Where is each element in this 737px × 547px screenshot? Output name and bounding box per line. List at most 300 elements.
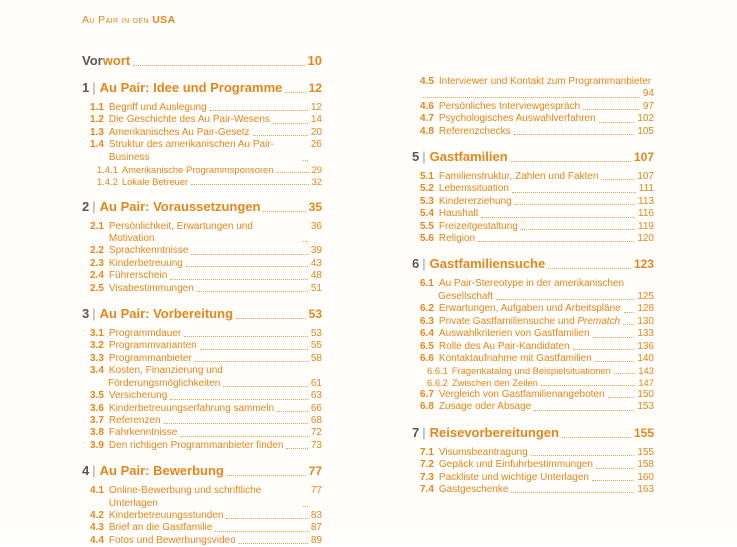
- entry-number: 3.7: [90, 414, 104, 426]
- entry-title-text: Auswahlkriterien von Gastfamilien: [438, 328, 590, 340]
- toc-section-entry: [412, 472, 654, 484]
- toc-entry-line-2: [420, 88, 654, 100]
- toc-subsection-entry: [412, 377, 654, 389]
- page-number: 140: [637, 352, 654, 364]
- toc-section-entry: [82, 221, 322, 246]
- running-header: [82, 14, 322, 26]
- toc-entry-line: [420, 389, 654, 401]
- toc-entry-line: [90, 283, 322, 295]
- entry-title: [439, 353, 592, 365]
- toc-entry-line: [420, 341, 654, 353]
- entry-title: [109, 415, 161, 427]
- entry-title-text: Referenzen: [108, 414, 161, 426]
- entry-number: 3.2: [90, 340, 104, 352]
- toc-section-entry: [412, 76, 654, 101]
- running-header-title: Au Pair in den: [82, 14, 153, 26]
- dot-leader: [599, 122, 635, 123]
- page-number: 48: [310, 270, 322, 282]
- entry-title: [109, 353, 192, 365]
- dot-leader: [170, 279, 308, 280]
- entry-title-text: Programmdauer: [108, 328, 182, 340]
- entry-number: 5.5: [420, 220, 434, 232]
- dot-leader: [253, 135, 308, 136]
- dot-leader: [511, 492, 634, 493]
- toc-entry-line: [90, 390, 322, 402]
- toc-chapter-entry: [412, 425, 654, 441]
- page-number: 147: [638, 377, 654, 389]
- dot-leader: [186, 266, 308, 267]
- entry-number: 1.2: [90, 114, 104, 126]
- toc-entry-line: [420, 101, 654, 113]
- page-number: 97: [642, 100, 654, 112]
- toc-chapter-entry: [82, 80, 322, 96]
- dot-leader: [531, 455, 635, 456]
- chapter-number: 1: [82, 80, 90, 95]
- running-header-title-bold: USA: [152, 14, 176, 26]
- dot-leader: [215, 531, 308, 532]
- toc-section-entry: [82, 102, 322, 114]
- toc-section-entry: [82, 510, 322, 522]
- entry-title: [439, 113, 596, 125]
- page-number: 35: [308, 199, 322, 214]
- dot-leader: [277, 411, 308, 412]
- page-number: 123: [633, 257, 654, 272]
- dot-leader: [286, 448, 307, 449]
- dot-leader: [481, 217, 635, 218]
- dot-leader: [593, 337, 635, 338]
- dot-leader: [239, 543, 308, 544]
- dot-leader: [195, 361, 308, 362]
- chapter-title: Gastfamilien: [429, 149, 508, 165]
- page-number: 130: [637, 315, 654, 327]
- toc-entry-line: [97, 164, 322, 176]
- dot-leader: [170, 399, 308, 400]
- entry-title: [109, 522, 212, 534]
- toc-entry-line: [420, 459, 654, 471]
- page-number: 113: [638, 195, 654, 207]
- entry-number: 7.1: [420, 446, 434, 458]
- entry-number: 7.3: [420, 471, 434, 483]
- toc-chapter-entry: [82, 463, 322, 479]
- entry-number: 6.2: [420, 303, 434, 315]
- page-number: 26: [310, 139, 322, 151]
- toc-section-entry: [82, 427, 322, 439]
- page-number: 36: [310, 220, 322, 232]
- entry-number: 1.1: [90, 102, 104, 113]
- toc-section-entry: [82, 127, 322, 139]
- entry-title: [109, 127, 250, 139]
- dot-leader: [197, 291, 308, 292]
- entry-number: 5.1: [420, 171, 434, 183]
- toc-entry-line: [90, 328, 322, 340]
- entry-number: 2.2: [90, 245, 104, 257]
- entry-title: [439, 401, 531, 413]
- page-number: 53: [308, 307, 322, 322]
- page-number: 39: [310, 245, 322, 257]
- toc-entry-line-2: [420, 291, 654, 303]
- entry-number: 6.5: [420, 340, 434, 352]
- page-number: 83: [310, 509, 322, 521]
- entry-number: 6.6: [420, 352, 434, 364]
- chapter-separator: |: [92, 463, 96, 479]
- entry-title-text: Zwischen den Zeilen: [451, 377, 538, 389]
- dot-leader: [583, 109, 640, 110]
- page-number: 107: [633, 150, 654, 165]
- chapter-separator: |: [92, 306, 96, 322]
- toc-entry-line: [420, 183, 654, 195]
- page-number: 155: [633, 425, 654, 440]
- entry-title: [439, 183, 509, 195]
- entry-number: 6.7: [420, 388, 434, 400]
- entry-number: 2.1: [90, 220, 104, 232]
- entry-title-text: Führerschein: [108, 270, 168, 282]
- entry-title: [122, 164, 274, 176]
- toc-section-entry: [412, 316, 654, 328]
- toc-entry-line: [82, 199, 322, 215]
- entry-title-text: Interviewer und Kontakt zum Programmanbieter: [438, 76, 652, 87]
- chapter-number: 6: [412, 256, 420, 272]
- entry-title-text: Persönliches Interviewgespräch: [438, 100, 581, 112]
- entry-title: [109, 440, 284, 452]
- toc-section-entry: [412, 341, 654, 353]
- entry-title-text: Kinderbetreuungserfahrung sammeln: [108, 402, 275, 414]
- entry-title: [439, 472, 589, 484]
- dot-leader: [303, 241, 308, 242]
- entry-title: [439, 303, 621, 315]
- entry-title-text: Programmvarianten: [108, 340, 197, 352]
- entry-number: 1.4.1: [97, 164, 118, 176]
- entry-number: 1.3: [90, 126, 104, 138]
- page-number: 87: [310, 522, 322, 534]
- entry-number: 5.3: [420, 195, 434, 207]
- toc-section-entry: [412, 113, 654, 125]
- toc-section-entry: [412, 459, 654, 471]
- entry-title: [439, 76, 651, 88]
- chapter-separator: |: [422, 424, 426, 440]
- toc-section-entry: [82, 440, 322, 452]
- entry-title-text: Die Geschichte des Au Pair-Wesens: [108, 114, 270, 126]
- entry-title: [439, 459, 593, 471]
- toc-section-entry: [82, 328, 322, 340]
- entry-number: 4.7: [420, 113, 434, 125]
- toc-section-entry: [82, 340, 322, 352]
- chapter-title: Au Pair: Idee und Programme: [99, 80, 283, 95]
- toc-entry-line: [420, 484, 654, 496]
- chapter-separator: |: [92, 80, 96, 95]
- entry-number: 2.3: [90, 257, 104, 269]
- entry-title: [109, 139, 300, 164]
- dot-leader: [573, 349, 635, 350]
- toc-section-entry: [412, 208, 654, 220]
- toc-section-entry: [412, 447, 654, 459]
- toc-chapter-entry: [82, 306, 322, 322]
- toc-section-entry: [82, 270, 322, 282]
- entry-number: 4.3: [90, 522, 104, 534]
- toc-left-page-column: [82, 14, 322, 547]
- toc-entry-line: [420, 278, 654, 290]
- page-number: 66: [310, 402, 322, 414]
- dot-leader: [534, 410, 634, 411]
- page-number: 73: [310, 439, 322, 451]
- entry-title-text: Visumsbeantragung: [438, 446, 528, 458]
- entry-number: 4.5: [420, 76, 434, 87]
- page-number: 94: [642, 88, 654, 100]
- dot-leader: [223, 386, 308, 387]
- page-number: 136: [637, 340, 654, 352]
- entry-title: [439, 196, 512, 208]
- chapter-title: Gastfamiliensuche: [429, 256, 546, 272]
- entry-title: [122, 176, 188, 188]
- page-number: 53: [310, 328, 322, 340]
- toc-entry-line: [420, 126, 654, 138]
- dot-leader: [548, 268, 631, 269]
- entry-title: [109, 510, 224, 522]
- entry-title: [439, 341, 570, 353]
- entry-title: [439, 278, 624, 290]
- entry-number: 6.4: [420, 328, 434, 340]
- toc-entry-line: [420, 233, 654, 245]
- toc-entry-line: [90, 127, 322, 139]
- chapter-number: 3: [82, 306, 90, 322]
- toc-section-entry: [412, 353, 654, 365]
- entry-title-text: Fahrkenntnisse: [108, 427, 178, 439]
- chapter-title: Reisevorbereitungen: [429, 424, 559, 440]
- toc-entry-line: [420, 208, 654, 220]
- page-number: 163: [637, 483, 654, 495]
- toc-entry-line: [90, 522, 322, 534]
- toc-section-entry: [82, 245, 322, 257]
- entry-title: [439, 328, 590, 340]
- toc-entry-line: [90, 440, 322, 452]
- toc-entry-line: [420, 303, 654, 315]
- entry-number: 6.1: [420, 278, 434, 290]
- entry-title-text: Kinderbetreuungsstunden: [108, 509, 224, 521]
- page-number: 143: [638, 365, 654, 377]
- toc-entry-line: [427, 365, 654, 377]
- toc-chapter-entry: [412, 149, 654, 165]
- toc-entry-line: [90, 485, 322, 510]
- toc-section-entry: [82, 403, 322, 415]
- entry-number: 5.4: [420, 208, 434, 220]
- page-number: 14: [310, 114, 322, 126]
- dot-leader: [596, 468, 634, 469]
- entry-number: 5.2: [420, 183, 434, 195]
- entry-title: [439, 389, 605, 401]
- dot-leader: [511, 161, 631, 162]
- entry-title-continuation: Gesellschaft: [438, 290, 494, 302]
- toc-entry-line: [90, 415, 322, 427]
- dot-leader: [236, 318, 306, 319]
- toc-entry-line: [82, 80, 322, 96]
- page-number: 43: [310, 257, 322, 269]
- toc-section-entry: [82, 258, 322, 270]
- dot-leader: [515, 204, 635, 205]
- entry-title-text: Amerikanisches Au Pair-Gesetz: [108, 126, 250, 138]
- dot-leader: [200, 349, 308, 350]
- toc-section-entry: [82, 353, 322, 365]
- page-number: 77: [310, 485, 322, 497]
- toc-section-entry: [412, 278, 654, 303]
- entry-number: 3.9: [90, 439, 104, 451]
- entry-title-text: Sprachkenntnisse: [108, 245, 189, 257]
- toc-section-entry: [412, 183, 654, 195]
- entry-title-accent: wort: [102, 53, 131, 68]
- toc-entry-line: [90, 139, 322, 164]
- toc-entry-line: [90, 353, 322, 365]
- chapter-number: 2: [82, 198, 90, 214]
- dot-leader: [514, 134, 635, 135]
- dot-leader: [210, 110, 308, 111]
- dot-leader: [303, 160, 308, 161]
- page-number: 133: [637, 328, 654, 340]
- toc-section-entry: [412, 101, 654, 113]
- page-number: 29: [311, 164, 322, 176]
- toc-chapter-entry: [82, 199, 322, 215]
- entry-number: 3.4: [90, 365, 104, 377]
- page-number: 68: [310, 414, 322, 426]
- entry-title: [109, 535, 236, 547]
- toc-entry-line: [420, 353, 654, 365]
- entry-title: [109, 485, 300, 510]
- toc-section-entry: [412, 389, 654, 401]
- toc-entry-line-2: [90, 378, 322, 390]
- page-number: 10: [307, 53, 322, 68]
- chapter-separator: |: [422, 256, 426, 272]
- page-number: 107: [637, 171, 654, 183]
- page-number: 89: [310, 534, 322, 546]
- toc-entry-line: [412, 425, 654, 441]
- toc-entry-line: [90, 102, 322, 114]
- dot-leader: [285, 92, 305, 93]
- chapter-separator: |: [422, 149, 426, 165]
- page-number: 116: [638, 208, 654, 220]
- toc-entry-line: [420, 113, 654, 125]
- entry-title: [452, 377, 538, 389]
- chapter-title: Au Pair: Vorbereitung: [99, 306, 234, 322]
- toc-entry-line: [82, 306, 322, 322]
- entry-title: [439, 484, 509, 496]
- toc-entry-line: [90, 221, 322, 246]
- toc-entries-left: [82, 53, 322, 547]
- dot-leader: [191, 184, 309, 185]
- entry-title-text: Programmanbieter: [108, 352, 192, 364]
- page-number: 72: [310, 427, 322, 439]
- entry-title-text: Vergleich von Gastfamilienangeboten: [438, 388, 605, 400]
- dot-leader: [164, 423, 308, 424]
- page-number: 20: [310, 126, 322, 138]
- toc-subsection-entry: [412, 365, 654, 377]
- dot-leader: [184, 336, 308, 337]
- dot-leader: [601, 179, 634, 180]
- toc-subsection-entry: [82, 176, 322, 188]
- toc-entry-line: [90, 270, 322, 282]
- entry-title-dark: Vor: [82, 53, 103, 68]
- entry-number: 6.8: [420, 401, 434, 413]
- toc-entry-line: [420, 328, 654, 340]
- chapter-number: 5: [412, 149, 420, 165]
- toc-right-page-column: [412, 76, 654, 496]
- toc-entry-line: [90, 114, 322, 126]
- entry-number: 7.4: [420, 483, 434, 495]
- dot-leader: [478, 241, 634, 242]
- entry-title-text: Haushalt: [438, 208, 479, 220]
- entry-title-text: Struktur des amerikanischen Au Pair-Business: [108, 139, 274, 163]
- toc-entry-line: [420, 401, 654, 413]
- page-number: 51: [310, 282, 322, 294]
- toc-section-entry: [412, 303, 654, 315]
- entry-title: [439, 171, 599, 183]
- entry-number: 6.3: [420, 315, 434, 327]
- entry-title-text: Au Pair-Stereotype in der amerikanischen: [438, 278, 624, 290]
- entry-title: [109, 340, 197, 352]
- toc-entry-line: [420, 171, 654, 183]
- chapter-number: 7: [412, 424, 420, 440]
- page-number: 150: [637, 388, 654, 400]
- entry-title-text: Persönlichkeit, Erwartungen und Motivation: [108, 220, 253, 245]
- entry-title-text: Gepäck und Einfuhrbestimmungen: [438, 459, 593, 471]
- entry-title: [109, 114, 270, 126]
- entry-title-text: Religion: [438, 233, 476, 245]
- entry-title: [439, 221, 518, 233]
- chapter-title: Au Pair: Bewerbung: [99, 463, 224, 479]
- dot-leader: [423, 97, 640, 98]
- toc-section-entry: [412, 401, 654, 413]
- toc-entry-line: [420, 221, 654, 233]
- toc-entry-line: [90, 427, 322, 439]
- page-number: 58: [310, 352, 322, 364]
- entry-title-text: Erwartungen, Aufgaben und Arbeitspläne: [438, 303, 621, 315]
- page-number: 105: [637, 125, 654, 137]
- entry-title-continuation: Förderungsmöglichkeiten: [108, 377, 221, 389]
- entry-title: [109, 328, 181, 340]
- dot-leader: [277, 172, 309, 173]
- entry-title: [439, 126, 511, 138]
- toc-entry-line: [412, 149, 654, 165]
- entry-title-text: Amerikanische Programmsponsoren: [121, 164, 274, 176]
- entry-number: 3.3: [90, 352, 104, 364]
- entry-number: 2.4: [90, 270, 104, 282]
- page-number: 120: [637, 233, 654, 245]
- entry-title: [109, 283, 194, 295]
- entry-number: 6.6.1: [427, 365, 448, 377]
- entry-title-text: Familienstruktur, Zahlen und Fakten: [438, 171, 599, 183]
- toc-section-entry: [412, 221, 654, 233]
- entry-title-text: Packliste und wichtige Unterlagen: [438, 471, 589, 483]
- chapter-title: Au Pair: Voraussetzungen: [99, 198, 261, 214]
- toc-entry-line: [420, 472, 654, 484]
- toc-section-entry: [412, 328, 654, 340]
- entry-number: 4.1: [90, 485, 104, 497]
- dot-leader: [608, 397, 635, 398]
- toc-entries-right: [412, 76, 654, 496]
- page-number: 160: [637, 471, 654, 483]
- toc-entry-line: [90, 340, 322, 352]
- entry-title-text: Private Gastfamiliensuche und: [438, 315, 578, 327]
- entry-title: [109, 245, 189, 257]
- entry-title: [439, 316, 620, 328]
- toc-section-entry: [82, 485, 322, 510]
- entry-title-text: Rolle des Au Pair-Kandidaten: [438, 340, 570, 352]
- page-number: 153: [637, 401, 654, 413]
- dot-leader: [512, 192, 636, 193]
- toc-section-entry: [412, 171, 654, 183]
- dot-leader: [595, 361, 635, 362]
- page-number: 12: [308, 81, 322, 95]
- toc-entry-line: [90, 365, 322, 377]
- page-number: 119: [638, 220, 654, 232]
- entry-number: 3.1: [90, 328, 104, 340]
- dot-leader: [624, 312, 635, 313]
